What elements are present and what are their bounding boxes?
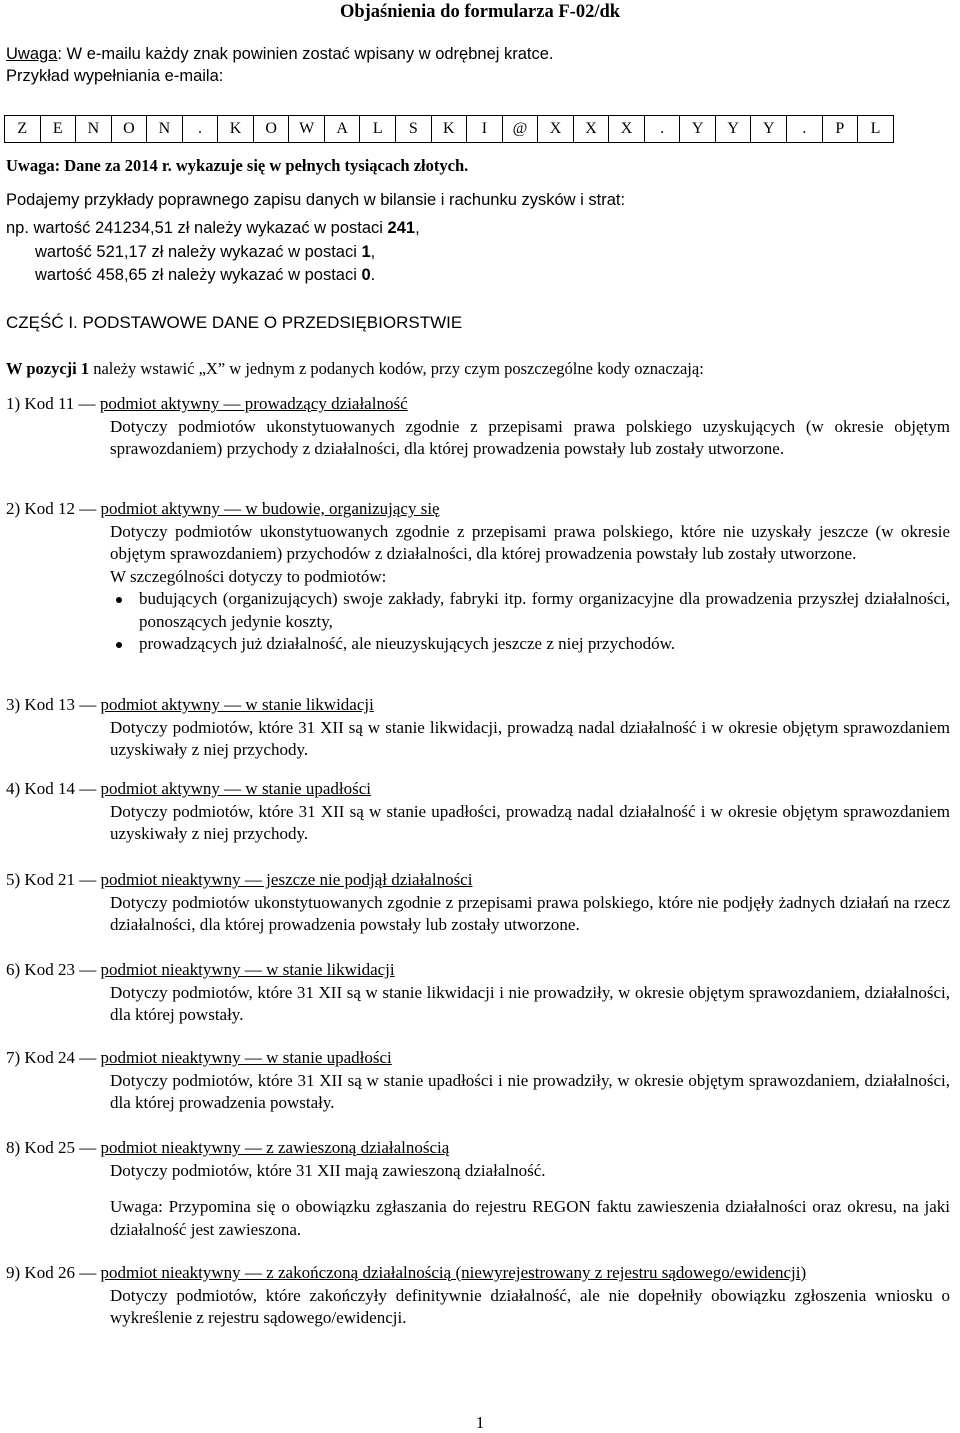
code-heading: 1) Kod 11 — podmiot aktywny — prowadzący działalność bbox=[6, 394, 408, 413]
bullet-list bbox=[110, 588, 950, 656]
code-13-block bbox=[6, 694, 950, 762]
code-description: Dotyczy podmiotów, które 31 XII są w stanie likwidacji i nie prowadziły, w okresie objętym sprawozdaniem, działalności, dla której powstały. bbox=[110, 982, 950, 1024]
email-note bbox=[6, 45, 554, 64]
email-char-cell: O bbox=[253, 116, 289, 143]
code-25-block bbox=[6, 1137, 950, 1241]
code-heading: 6) Kod 23 — podmiot nieaktywny — w stanie likwidacji bbox=[6, 960, 395, 979]
email-char-cell: S bbox=[396, 116, 432, 143]
code-description: Dotyczy podmiotów, które 31 XII są w stanie likwidacji, prowadzą nadal działalność i w okresie objętym sprawozdaniem uzyskiwały z niej przychody. bbox=[110, 717, 950, 759]
code-26-block bbox=[6, 1262, 950, 1330]
email-char-cell: Y bbox=[680, 116, 716, 143]
code-heading: 4) Kod 14 — podmiot aktywny — w stanie upadłości bbox=[6, 779, 372, 798]
email-char-cell: N bbox=[147, 116, 183, 143]
email-grid-row bbox=[5, 116, 894, 143]
bullet-item: prowadzących już działalność, ale nieuzyskujących jeszcze z niej przychodów. bbox=[110, 633, 950, 656]
code-description: Dotyczy podmiotów ukonstytuowanych zgodnie z przepisami prawa polskiego uzyskujących (w okresie objętym sprawozdaniem) przychody z działalności, dla której prowadzenia powstały lub zostały utworzone. bbox=[110, 416, 950, 458]
email-char-cell: P bbox=[822, 116, 858, 143]
email-char-cell: . bbox=[644, 116, 680, 143]
email-char-cell: N bbox=[76, 116, 112, 143]
data-units-note: Uwaga: Dane za 2014 r. wykazuje się w pełnych tysiącach złotych. bbox=[6, 156, 469, 175]
code-heading: 2) Kod 12 — podmiot aktywny — w budowie, organizujący się bbox=[6, 499, 440, 518]
examples-intro: Podajemy przykłady poprawnego zapisu danych w bilansie i rachunku zysków i strat: bbox=[6, 191, 626, 209]
position-intro: W pozycji 1 należy wstawić „X” w jednym z podanych kodów, przy czym poszczególne kody oznaczają: bbox=[6, 359, 704, 378]
code-heading: 7) Kod 24 — podmiot nieaktywny — w stanie upadłości bbox=[6, 1048, 392, 1067]
email-char-cell: L bbox=[858, 116, 894, 143]
email-char-cell: L bbox=[360, 116, 396, 143]
email-char-cell: @ bbox=[502, 116, 538, 143]
code-heading: 8) Kod 25 — podmiot nieaktywny — z zawieszoną działalnością bbox=[6, 1138, 450, 1157]
code-extra: W szczególności dotyczy to podmiotów: bbox=[110, 566, 387, 586]
email-char-cell: K bbox=[431, 116, 467, 143]
email-char-cell: X bbox=[609, 116, 645, 143]
example-line-1: np. wartość 241234,51 zł należy wykazać w postaci 241, bbox=[6, 219, 420, 237]
bullet-item: budujących (organizujących) swoje zakłady, fabryki itp. formy organizacyjne dla prowadzenia przyszłej działalności, ponoszących jedynie koszty, bbox=[110, 588, 950, 633]
code-heading: 5) Kod 21 — podmiot nieaktywny — jeszcze nie podjął działalności bbox=[6, 870, 473, 889]
email-char-cell: . bbox=[787, 116, 823, 143]
email-char-cell: A bbox=[324, 116, 360, 143]
email-char-cell: Z bbox=[5, 116, 41, 143]
email-char-cell: W bbox=[289, 116, 325, 143]
code-note: Uwaga: Przypomina się o obowiązku zgłaszania do rejestru REGON faktu zawieszenia działalności oraz okresu, na jaki działalność jest zawieszona. bbox=[110, 1197, 950, 1239]
example-line-3: wartość 458,65 zł należy wykazać w postaci 0. bbox=[35, 266, 376, 284]
email-char-cell: Y bbox=[751, 116, 787, 143]
code-description: Dotyczy podmiotów, które 31 XII są w stanie upadłości i nie prowadziły, w okresie objętym sprawozdaniem, działalności, dla której prowadzenia powstały. bbox=[110, 1070, 950, 1112]
code-11-block bbox=[6, 393, 950, 461]
code-heading: 3) Kod 13 — podmiot aktywny — w stanie likwidacji bbox=[6, 695, 374, 714]
code-14-block bbox=[6, 778, 950, 846]
email-example-grid bbox=[4, 115, 894, 143]
code-description: Dotyczy podmiotów ukonstytuowanych zgodnie z przepisami prawa polskiego, które nie podjęły żadnych działań na rzecz działalności, dla której prowadzenia powstały lub zostały utworzone. bbox=[110, 892, 950, 934]
example-line-2: wartość 521,17 zł należy wykazać w postaci 1, bbox=[35, 243, 376, 261]
email-char-cell: I bbox=[467, 116, 503, 143]
email-char-cell: K bbox=[218, 116, 254, 143]
code-heading: 9) Kod 26 — podmiot nieaktywny — z zakończoną działalnością (niewyrejestrowany z rejestru sądowego/ewidencji) bbox=[6, 1263, 807, 1282]
email-char-cell: O bbox=[111, 116, 147, 143]
email-note-text: : W e-mailu każdy znak powinien zostać wpisany w odrębnej kratce. bbox=[57, 45, 554, 63]
email-char-cell: E bbox=[40, 116, 76, 143]
code-description: Dotyczy podmiotów, które 31 XII mają zawieszoną działalność. bbox=[110, 1160, 546, 1180]
code-description: Dotyczy podmiotów ukonstytuowanych zgodnie z przepisami prawa polskiego, które nie uzyskały jeszcze (w okresie objętym sprawozdaniem) przychodów z działalności, dla której prowadzenia powstały lub zostały utworzone. bbox=[110, 521, 950, 563]
code-description: Dotyczy podmiotów, które 31 XII są w stanie upadłości, prowadzą nadal działalność i w okresie objętym sprawozdaniem uzyskiwały z niej przychody. bbox=[110, 801, 950, 843]
section-title: CZĘŚĆ I. PODSTAWOWE DANE O PRZEDSIĘBIORSTWIE bbox=[6, 313, 463, 332]
page-number: 1 bbox=[475, 1413, 485, 1432]
code-24-block bbox=[6, 1047, 950, 1115]
page-title: Objaśnienia do formularza F-02/dk bbox=[339, 2, 621, 22]
email-char-cell: Y bbox=[715, 116, 751, 143]
code-description: Dotyczy podmiotów, które zakończyły definitywnie działalność, ale nie dopełniły obowiązku zgłoszenia wniosku o wykreślenie z rejestru sądowego/ewidencji. bbox=[110, 1285, 950, 1327]
email-note-label: Uwaga bbox=[6, 45, 58, 63]
code-21-block bbox=[6, 869, 950, 937]
code-23-block bbox=[6, 959, 950, 1027]
email-char-cell: X bbox=[573, 116, 609, 143]
email-char-cell: . bbox=[182, 116, 218, 143]
email-char-cell: X bbox=[538, 116, 574, 143]
email-example-label: Przykład wypełniania e-maila: bbox=[6, 67, 224, 85]
code-12-block bbox=[6, 498, 950, 656]
